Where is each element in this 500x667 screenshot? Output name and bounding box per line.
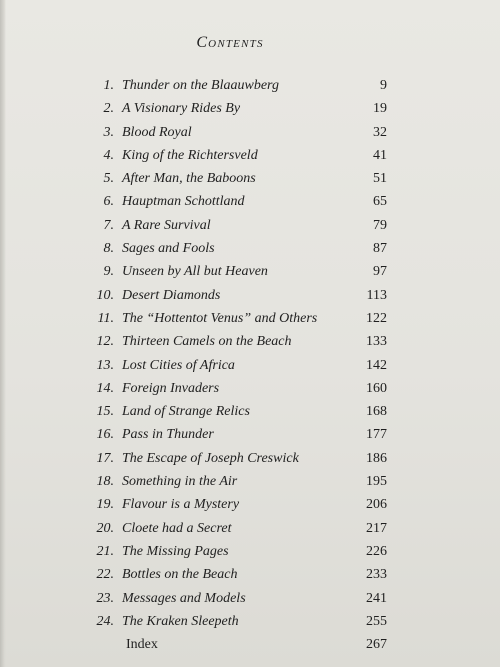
toc-entry bbox=[0, 358, 500, 381]
entry-number: 21. bbox=[96, 543, 114, 559]
entry-title: King of the Richtersveld bbox=[122, 147, 258, 163]
entry-number: 11. bbox=[97, 310, 114, 326]
entry-title: Lost Cities of Africa bbox=[122, 357, 235, 373]
entry-page: 9 bbox=[380, 78, 387, 93]
entry-title: Unseen by All but Heaven bbox=[122, 264, 268, 280]
toc-entry bbox=[0, 544, 500, 567]
entry-page: 195 bbox=[366, 474, 387, 490]
entry-number: 15. bbox=[96, 404, 114, 420]
entry-number: 6. bbox=[103, 194, 114, 210]
toc-entry bbox=[0, 218, 500, 241]
entry-page: 255 bbox=[366, 613, 387, 629]
entry-page: 133 bbox=[366, 334, 387, 350]
entry-number: 1. bbox=[103, 78, 114, 93]
entry-title: The “Hottentot Venus” and Others bbox=[122, 310, 318, 326]
entry-title: Land of Strange Relics bbox=[122, 404, 250, 420]
entry-title: Sages and Fools bbox=[122, 241, 215, 257]
toc-entry bbox=[0, 591, 500, 614]
entry-page: 168 bbox=[366, 404, 387, 420]
entry-number: 16. bbox=[96, 427, 114, 443]
entry-page: 142 bbox=[366, 357, 387, 373]
toc-entry bbox=[0, 264, 500, 287]
toc-entry bbox=[0, 497, 500, 520]
entry-page: 65 bbox=[373, 194, 387, 210]
entry-title: Pass in Thunder bbox=[122, 427, 214, 443]
entry-page: 87 bbox=[373, 241, 387, 257]
entry-number: 3. bbox=[103, 124, 114, 140]
entry-title: The Escape of Joseph Creswick bbox=[122, 450, 299, 466]
entry-title: Desert Diamonds bbox=[122, 287, 221, 303]
toc-entry bbox=[0, 334, 500, 357]
toc-entry bbox=[0, 101, 500, 124]
toc-entry bbox=[0, 171, 500, 194]
entry-page: 41 bbox=[373, 147, 387, 163]
index-title: Index bbox=[126, 637, 158, 653]
contents-heading: Contents bbox=[196, 34, 264, 51]
entry-number: 8. bbox=[103, 241, 114, 257]
entry-page: 177 bbox=[366, 427, 387, 443]
toc-entry bbox=[0, 404, 500, 427]
entry-page: 217 bbox=[366, 520, 387, 536]
table-of-contents bbox=[0, 78, 500, 660]
entry-title: Hauptman Schottland bbox=[122, 194, 245, 210]
toc-entry bbox=[0, 194, 500, 217]
entry-number: 24. bbox=[96, 613, 114, 629]
toc-entry bbox=[0, 241, 500, 264]
entry-number: 18. bbox=[96, 474, 114, 490]
entry-number: 20. bbox=[96, 520, 114, 536]
index-page: 267 bbox=[366, 637, 387, 653]
entry-page: 241 bbox=[366, 590, 387, 606]
entry-page: 233 bbox=[366, 567, 387, 583]
entry-title: Cloete had a Secret bbox=[122, 520, 232, 536]
entry-number: 4. bbox=[103, 147, 114, 163]
entry-title: Flavour is a Mystery bbox=[122, 497, 240, 513]
entry-title: A Rare Survival bbox=[122, 217, 211, 233]
entry-title: Foreign Invaders bbox=[122, 380, 220, 396]
toc-entry bbox=[0, 474, 500, 497]
toc-entry bbox=[0, 148, 500, 171]
entry-page: 51 bbox=[373, 171, 387, 187]
entry-number: 17. bbox=[96, 450, 114, 466]
toc-entry bbox=[0, 614, 500, 637]
entry-number: 22. bbox=[96, 567, 114, 583]
entry-title: The Kraken Sleepeth bbox=[122, 613, 239, 629]
toc-entry bbox=[0, 427, 500, 450]
entry-page: 122 bbox=[366, 310, 387, 326]
entry-number: 13. bbox=[96, 357, 114, 373]
entry-title: Blood Royal bbox=[122, 124, 192, 140]
entry-number: 19. bbox=[96, 497, 114, 513]
entry-number: 2. bbox=[103, 101, 114, 117]
toc-entry bbox=[0, 567, 500, 590]
toc-entry bbox=[0, 78, 500, 101]
entry-number: 12. bbox=[96, 334, 114, 350]
entry-number: 7. bbox=[103, 217, 114, 233]
entry-title: Something in the Air bbox=[122, 474, 238, 490]
entry-title: The Missing Pages bbox=[122, 543, 229, 559]
entry-page: 19 bbox=[373, 101, 387, 117]
entry-number: 9. bbox=[103, 264, 114, 280]
entry-title: Thunder on the Blaauwberg bbox=[122, 78, 279, 93]
entry-title: Messages and Models bbox=[122, 590, 246, 606]
entry-number: 10. bbox=[96, 287, 114, 303]
toc-entry bbox=[0, 381, 500, 404]
entry-page: 186 bbox=[366, 450, 387, 466]
entry-page: 206 bbox=[366, 497, 387, 513]
entry-title: Bottles on the Beach bbox=[122, 567, 238, 583]
toc-entry bbox=[0, 311, 500, 334]
toc-entry bbox=[0, 451, 500, 474]
entry-page: 32 bbox=[373, 124, 387, 140]
entry-title: After Man, the Baboons bbox=[122, 171, 256, 187]
entry-page: 97 bbox=[373, 264, 387, 280]
toc-index-entry bbox=[0, 637, 500, 660]
toc-entry bbox=[0, 521, 500, 544]
entry-number: 5. bbox=[103, 171, 114, 187]
entry-page: 79 bbox=[373, 217, 387, 233]
toc-entry bbox=[0, 288, 500, 311]
entry-title: Thirteen Camels on the Beach bbox=[122, 334, 292, 350]
entry-page: 160 bbox=[366, 380, 387, 396]
entry-title: A Visionary Rides By bbox=[122, 101, 241, 117]
entry-page: 113 bbox=[366, 287, 387, 303]
entry-number: 14. bbox=[96, 380, 114, 396]
toc-entry bbox=[0, 125, 500, 148]
entry-number: 23. bbox=[96, 590, 114, 606]
entry-page: 226 bbox=[366, 543, 387, 559]
